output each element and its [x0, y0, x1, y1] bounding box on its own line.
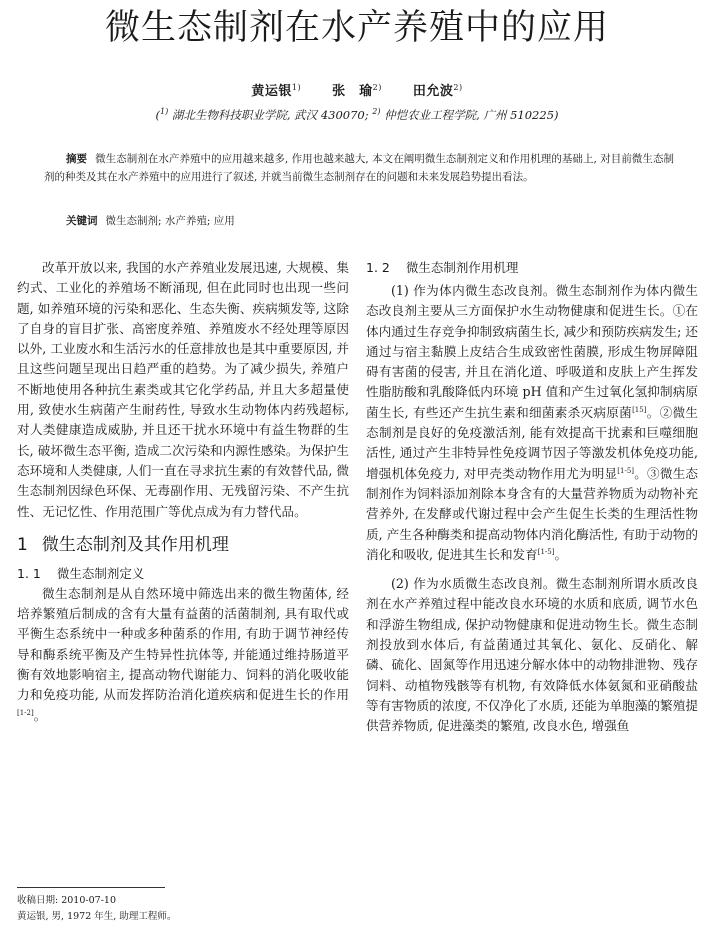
section-1-heading: 1 微生态制剂及其作用机理 — [17, 534, 229, 555]
paper-title: 微生态制剂在水产养殖中的应用 — [104, 8, 609, 48]
author-bio: 黄运银, 男, 1972 年生, 助理工程师。 — [17, 911, 177, 922]
author-2: 张 瑜$^{2)}$ — [332, 83, 382, 99]
paragraph-gap — [366, 565, 698, 574]
definition-paragraph: 微生态制剂是从自然环境中筛选出来的微生物菌体, 经培养繁殖后制成的含有大量有益菌的活菌制剂, 具有取代或平衡生态系统中一种或多种菌系的作用, 有助于调节神经传导和酶系统平衡及产生特异性抗体等, 并能通过维持肠道平衡有效地影响宿主, 提高动物代谢能力、饲料的消化吸收能力和免疫功能, 从而发挥防治消化道疾病和促进生长的作用[1-2]。 — [17, 585, 349, 723]
keywords-label: 关键词 — [66, 215, 98, 227]
citation: [15] — [632, 405, 647, 414]
footnote-divider — [17, 887, 165, 888]
citation: [1-5] — [617, 466, 635, 475]
author-line — [0, 78, 714, 102]
subsection-1-1-heading: 1. 1 微生态制剂定义 — [17, 565, 145, 581]
abstract — [44, 151, 674, 186]
mechanism-paragraph-1: (1) 作为体内微生态改良剂。微生态制剂作为体内微生态改良剂主要从三方面保护水生动物健康和促进生长。①在体内通过生存竞争抑制致病菌生长, 减少和预防疾病发生; 还通过与宿主黏膜上皮结合生成致密性菌膜, 形成生物屏障阻碍有害菌的侵害, 并且在消化道、呼吸道和皮肤上产生挥发性脂肪酸和乳酸降低内环境 pH 值和产生过氧化氢抑制病原菌生长, 有些还产生抗生素和细菌素杀灭病原菌[15]。②微生态制剂是良好的免疫激活剂, 能有效提高干扰素和巨噬细胞活性, 通过产生非特异性免疫调节因子等激发机体免疫功能, 增强机体免疫力, 对甲壳类动物作用尤为明显[1-5]。③微生态制剂作为饲料添加剂除本身含有的大量营养物质为动物补充营养外, 在发酵或代谢过程中会产生促生长类的生理活性物质, 产生各种酶类和提高动物体内消化酶活性, 有助于动物的消化和吸收, 促进其生长和发育[1-5]。 — [366, 283, 699, 562]
keywords — [66, 213, 666, 230]
footnotes — [17, 893, 357, 925]
mechanism-paragraph-2: (2) 作为水质微生态改良剂。微生态制剂所谓水质改良剂在水产养殖过程中能改良水环境的水质和底质, 调节水色和浮游生物组成, 保护动物健康和促进动物生长。微生态制剂投放到水体后, 有益菌通过其氧化、氨化、反硝化、解磷、硫化、固氮等作用迅速分解水体中的动物排泄物、残存饲料、动植物残骸等有机物, 有效降低水体氨氮和亚硝酸盐等有害物质的浓度, 不仅净化了水质, 还能为单胞藻的繁殖提供营养物质, 促进藻类的繁殖, 改良水色, 增强鱼 — [366, 576, 698, 734]
citation: [1-2] — [17, 708, 34, 717]
author-1: 黄运银$^{1)}$ — [251, 83, 302, 99]
author-3: 田允波$^{2)}$ — [412, 83, 463, 99]
affiliation-line: ($^{1)}$ 湖北生物科技职业学院, 武汉 430070; $^{2)}$ 仲恺农业工程学院, 广州 510225) — [155, 107, 559, 122]
received-date: 收稿日期: 2010-07-10 — [17, 895, 116, 906]
subsection-1-2-heading: 1. 2 微生态制剂作用机理 — [366, 260, 519, 275]
abstract-label: 摘要 — [66, 153, 88, 165]
keywords-text: 微生态制剂; 水产养殖; 应用 — [105, 215, 235, 227]
intro-paragraph: 改革开放以来, 我国的水产养殖业发展迅速, 大规模、集约式、工业化的养殖场不断涌现, 但在此同时也出现一些问题, 如养殖环境的污染和恶化、生态失衡、疾病频发等, 这除了自身的盲目扩张、高密度养殖、养殖废水不经处理等原因以外, 工业废水和生活污水的任意排放也是其中重要原因, 并且这些问题呈现出日趋严重的趋势。为了减少损失, 养殖户不断地使用各种抗生素类或其它化学药品, 并且大多超量使用, 致使水生病菌产生耐药性, 导致水生动物体内药残超标, 对人类健康造成威胁, 并且还干扰水环境中有益生物群的生长, 破坏微生态平衡, 造成二次污染和内源性感染。为保护生态环境和人类健康, 人们一直在寻求抗生素的有效替代品, 微生态制剂因绿色环保、无毒副作用、无残留污染、不产生抗性、无记忆性、作用范围广等优点成为有力替代品。 — [17, 260, 349, 519]
abstract-text: 微生态制剂在水产养殖中的应用越来越多, 作用也越来越大, 本文在阐明微生态制剂定义和作用机理的基础上, 对目前微生态制剂的种类及其在水产养殖中的应用进行了叙述, 并就当前微生态制剂存在的问题和未来发展趋势提出看法。 — [44, 153, 674, 183]
citation: [1-5] — [537, 547, 555, 556]
left-column — [17, 258, 349, 726]
right-column — [366, 258, 698, 737]
